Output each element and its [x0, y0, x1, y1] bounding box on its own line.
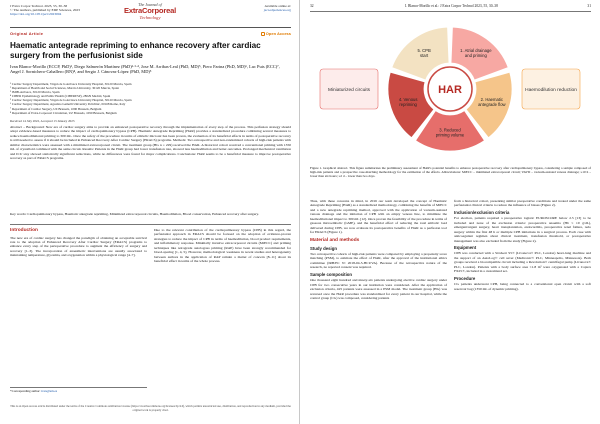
citation-header [10, 4, 105, 17]
introduction-text: The new era of cardiac surgery has changed the paradigm of obtaining an acceptable survival rate to the adoption of Enhanced Recovery After Cardiac Surgery (ERACS) programs to enhance every step of the perioperative procedure to augment the efficiency of surgery and recovery [1–3]. The incorporation of anaesthetic interventions are usually associated to maintaining temperature, glycemia, and oxygenation within a physiological range [4–7]. [10, 235, 147, 258]
column-right [154, 228, 291, 264]
affiliation: ² Department of Health and Social Sciences, Murcia University, 30120 Murcia, Spain [10, 86, 119, 91]
journal-logo-the: The Journal of [138, 2, 162, 7]
journal-logo [108, 3, 192, 23]
journal-url[interactable]: ject.edpsciences.org [263, 8, 291, 13]
graphical-abstract-svg [312, 14, 588, 164]
open-access-badge [261, 31, 291, 36]
affiliation: ⁸ Department of Extra-Corporeal Circulation, UZ Brussels, 1090 Brussels, Belgium [10, 110, 117, 115]
column-right [454, 199, 591, 291]
left-callout-label: Miniaturized circuits [327, 88, 371, 93]
affiliation: ⁷ Department of Cardiac Surgery, UZ Brussels, 1090 Brussels, Belgium [10, 106, 102, 111]
equipment-text: CPB was conducted with a Stöckert S5® (Livanova® PLC, London) heart-lung machine and the support of an AutoLog® cell saver (Medtronic® PLC, Minneapolis, Minnesota). Both groups received a biocompatible circuit including a Revolution® centrifugal pump (Livanova® PLC, London). Patients with a body surface area ≤1.8 m² were oxygenated with a Capiox FX25®, included in a customized set. [454, 251, 591, 274]
column-left [310, 199, 447, 301]
article-title: Haematic antegrade repriming to enhance recovery after cardiac surgery from the perfusionist side [10, 41, 261, 60]
affiliation: ⁶ Cardiac Surgery Department, Agostino Gemelli University Policlinic, 00168 Rome, Italy [10, 102, 126, 107]
journal-logo-sub: Technology [139, 15, 161, 20]
column-left [10, 228, 147, 258]
introduction-heading: Introduction [10, 228, 38, 233]
open-access-label: Open Access [265, 31, 291, 36]
study-design-text: Two retrospective cohorts of high-risk patients were compared by employing a propensity score matching (PSM), to estimate the effect of HAR, after the approval of the institutional ethics committee (IRB/EC N: 2018-04-5-HCUVA). Because of the retrospective nature of the research, no reported consent was required. [310, 252, 447, 270]
center-label: HAR [438, 84, 462, 96]
sample-heading: Sample composition [310, 271, 353, 277]
inclusion-text: For election, patients required a preoperative logistic EUROSCORE below 2.5 [13] to be included and none of the exclusion criteria: preoperative anaemia (Hb ≤ 10 g/dL), emergent/urgent surgery, heart transplantation, endocarditis, preoperative renal failure, redo surgery within the first 48 h or multiple CPB initiations in a surgical process. Each case with anticoagulant regimen about clinical treatment, transfusion threshold, or postoperative management was also excluded from the study (Figure 2). [454, 216, 591, 243]
right-page [300, 0, 600, 424]
running-header-rule [310, 11, 591, 12]
affiliation: ³ IMIB-Arrixaca, 30120 Murcia, Spain [10, 90, 60, 95]
author-list: Ivan Blanco-Morillo (ECCP, PhD)¹, Diego Salmerón Martínez (PhD)²·³·⁴, Jose M. Arribas-Leal (PhD, MD)⁵, Piero Farina (PhD, MD)⁶, Luc Puis (ECC)⁷, Angel J. Sornichero-Caballero (RN)⁸, and Sergio J. Cánovas-López (PhD, MD)⁵ [10, 64, 280, 75]
doi-link[interactable]: https://doi.org/10.1051/ject/2023004 [10, 12, 62, 17]
availability-box [213, 4, 291, 12]
segment-label: 2. Haematic antegrade flow [478, 97, 506, 108]
segment-label: 4. Venous repriming [398, 97, 418, 108]
copyright: © The Authors, published by EDP Sciences, 2023 [10, 8, 80, 13]
abstract: Abstract – Background: New era of cardiac surgery aims to provide an enhanced postoperative recovery through the implementation of every step of the process. This perfusion strategy should adopt evidence-based measures to reduce the impact of cardiopulmonary bypass (CPB). Haematic Antegrade Repriming (HAR) provides a standardized procedure combining several measures to reduce haemodilutional priming to 300 mL. Once the safety of the procedure in terms of embolic microair has been proven, the evaluation of its beneficial effects in terms of postoperative recovery is still needed to assess if it should be included in Enhanced Recovery After Cardiac Surgery (ERACS) programs. Methods: Two retrospective and non-randomized cohorts of high-risk patients with similar characteristics were assessed with a minimized extracorporeal circuit. The treatment group (HG n = 229) received the HAR. A historical cohort received a conventional priming with 1350 mL of crystalloid combined with the same circuit. Results: Patients in the HAR group had lower transfusion rate, showed less haemodilution and better outcomes. Prolonged mechanical ventilation and ICU stay showed statistically significant reductions, while no differences were found for major complications. Conclusions: HAR seems to be a beneficial measure to improve postoperative recovery as part of ERACS programs. [10, 125, 291, 161]
article-type: Original Article [10, 31, 44, 36]
methods-heading: Material and methods [310, 237, 360, 243]
corresponding-author [10, 387, 147, 393]
body-text: Thus, with these concerns in mind, in 2016 our team developed the concept of Haematic Antegrade Repriming (HAR) as a standardized methodology, combining the benefits of MiECC and a new antegrade repriming method, approved with the application of vacuum-assisted venous drainage and the initiation of CPB with an empty venous line, to minimize the haemodilutional impact to 300 mL [12]. Once proven the feasibility of the procedure in terms of gaseous microembolic (GME), and the beneficial effect of reducing the total embolic load delivered during CPB, we now evaluate its postoperative benefits of HAR as a perfusion tool for ERACS (Figure 1). [310, 199, 447, 235]
header-rule [10, 27, 291, 28]
right-callout [522, 69, 580, 109]
study-design-heading: Study design [310, 245, 337, 251]
received-dates: Received 14 July 2022, Accepted 13 January 2023 [10, 119, 75, 123]
right-callout-label: Haemodilution reduction [525, 88, 577, 93]
segment-label: 5. CPB start [417, 47, 431, 58]
affiliation: ¹ Cardiac Surgery Department, Virgen de la Arrixaca University Hospital, 30120 Murcia, Spain [10, 82, 132, 86]
page-number-right: 31 [587, 4, 591, 8]
citation: J Extra Corpor Technol. 2023, 55, 30–38 [10, 4, 68, 8]
corresponding-label: *Corresponding author: [10, 389, 41, 393]
procedure-heading: Procedure [454, 275, 476, 281]
license-footer: This is an Open Access article distributed under the terms of the Creative Commons Attribution License (https://creativecommons.org/licenses/by/4.0), which permits unrestricted use, distribution, and reproduction in any medium, provided the original work is properly cited. [10, 404, 291, 412]
affiliation: ⁴ CIBER Epidemiology and Public Health (CIBERESP), 28029 Madrid, Spain [10, 94, 111, 99]
corresponding-email[interactable]: ivan@um.es [41, 389, 58, 393]
introduction-text-continued: Due to the relevant contribution of the cardiopulmonary bypass (CPB) in this regard, the perfusionist approach in ERACS should be focused on the adoption of evidence-proven strategies to reduce the impact of CPB in terms of haemodilution, blood product requirements, and inflammatory response. Minimally invasive extracorporeal circuits (MiECC) and priming techniques like retrograde autologous priming (RAP) have been strongly recommended for blood-sparing [1, 4, 5]. However, methodological weakness in recent studies and heterogeneity between authors in the application of RAP remain a matter of concern [8–11] about its beneficial effect in terms of the whole process. [154, 228, 291, 264]
journal-logo-name: ExtraCorporeal [123, 6, 177, 15]
keywords-rule [10, 224, 291, 225]
left-callout [320, 69, 378, 109]
lock-icon [261, 32, 265, 36]
body-text: from a historical cohort, presenting similar preoperative conditions and treated under the same perfusionist clinical criteria to reduce the influence of biases (Figure 2). [454, 199, 591, 208]
figure-caption: Figure 1. Graphical abstract. This figure summarizes the preliminary assessment of HAR's potential benefits to enhance postoperative recovery after cardiopulmonary bypass, considering a sample composed of high-risk patients and a prospective case-matching methodology for the estimation of the effects. Abbreviations: MiECC – minimized extracorporeal circuit; VAVD – vacuum-assisted venous drainage; ≤10 h – lower than six hours; ≤2 d – lower than two days. [310, 166, 591, 179]
segment-label: 1. Atrial drainage and priming [460, 47, 492, 58]
segment-label: 3. Reduced priming volume [435, 127, 465, 138]
running-title: I. Blanco-Morillo et al.: J Extra Corpor Technol 2023, 55, 30–38 [405, 4, 498, 8]
running-header [310, 4, 591, 10]
inclusion-heading: Inclusion/exclusion criteria [454, 209, 510, 215]
article-badges [10, 31, 291, 38]
affiliation: ⁵ Cardiac Surgery Department, Virgen de la Arrixaca University Hospital, 30120 Murcia, Spain [10, 98, 132, 103]
sample-text: One thousand eight hundred and ninety-six patients undergoing elective cardiac surgery under CPB for two consecutive years in our institution were considered. After the application of exclusion criteria, 425 patients were assessed in a PSM model. The treatment group (HG) was reversed once the HAR procedure was standardized for every patient in our hospital, while the control group (CG) was composed, considering patients [310, 278, 447, 301]
equipment-heading: Equipment [454, 245, 477, 251]
graphical-abstract-figure [312, 14, 588, 164]
available-online: Available online at: [264, 4, 291, 8]
page-number-left: 32 [310, 4, 314, 8]
procedure-text: CG patients underwent CPB, being connected to a conventional open circuit with a soft reservoir bag (1350 mL of dynamic priming). [454, 282, 591, 291]
affiliations [10, 82, 280, 115]
keywords: Key words: Cardiopulmonary bypass, Haematic antegrade repriming, Minimized extracorporeal circuits, Haemodilution, Blood conservation, Enhanced recovery after surgery. [10, 212, 259, 216]
